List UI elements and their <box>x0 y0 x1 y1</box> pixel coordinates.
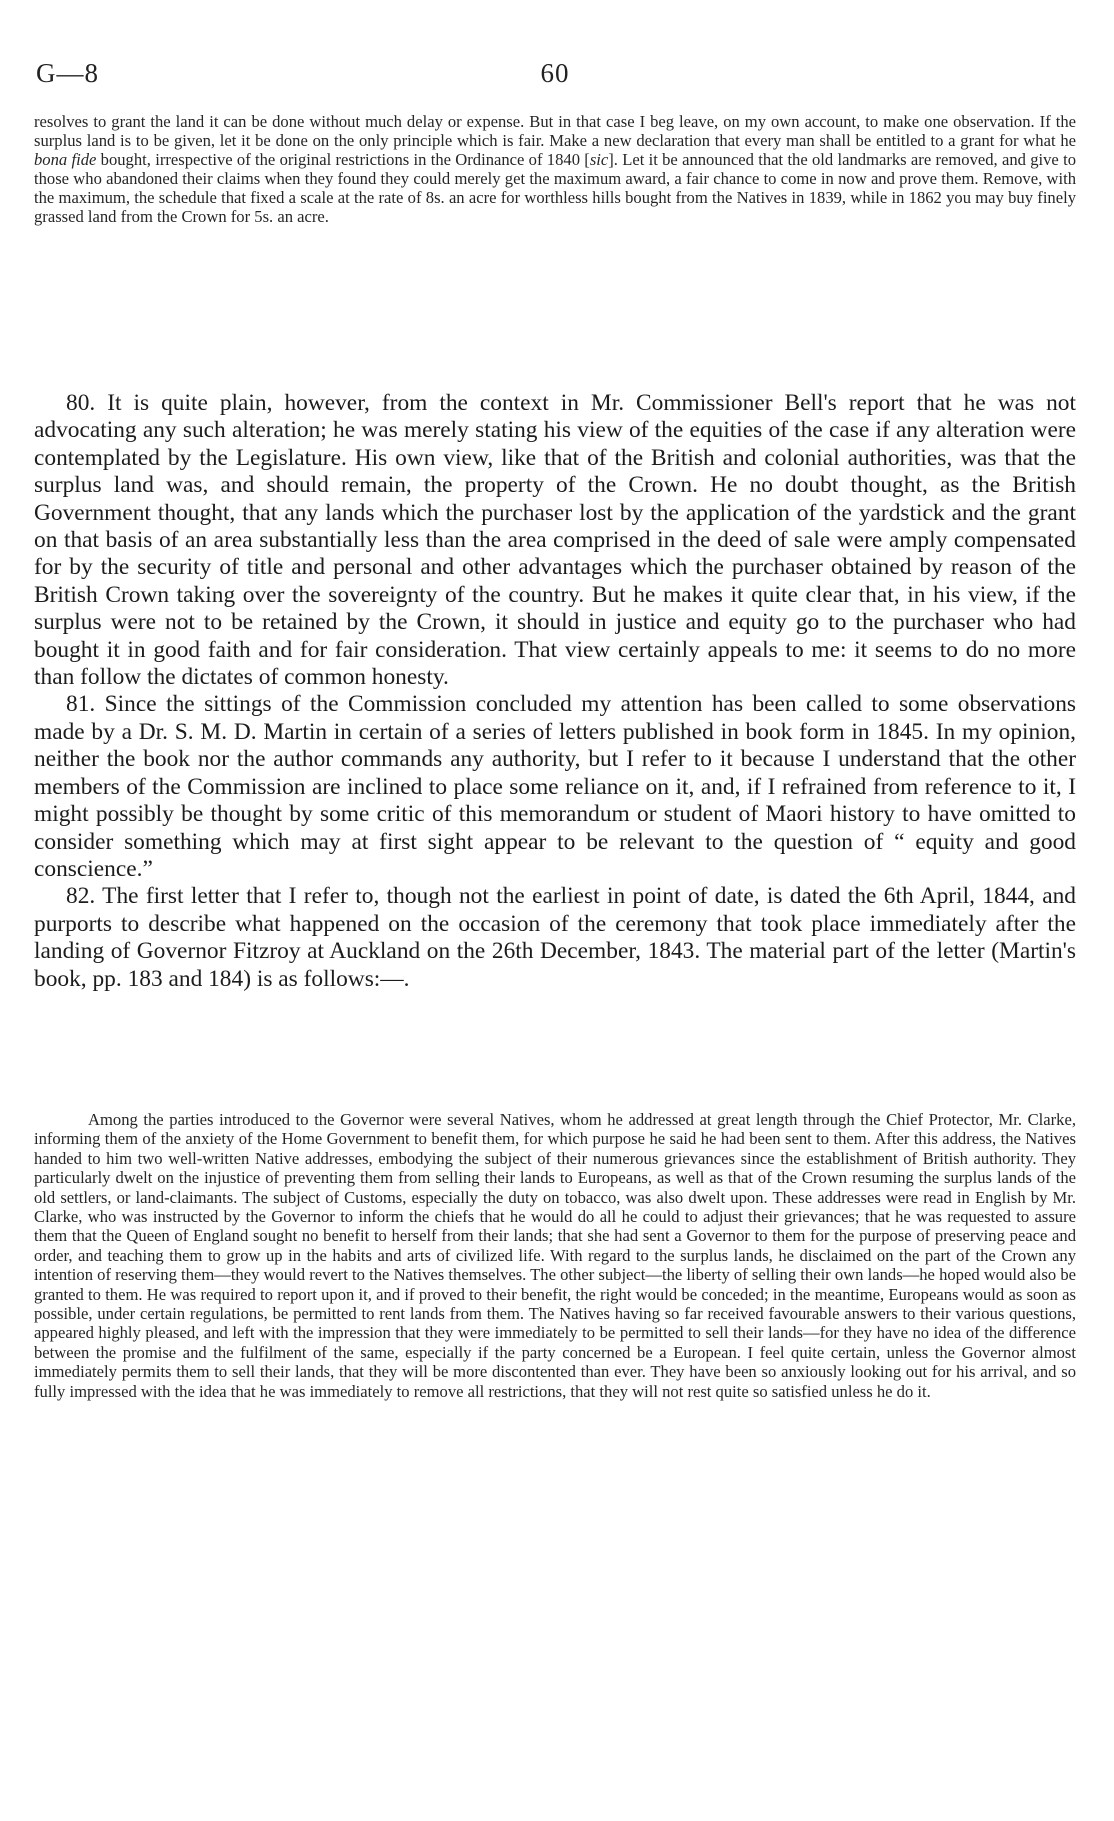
page-header <box>36 58 1074 94</box>
quote-text: bought, irrespective of the original restrictions in the Ordinance of 1840 [ <box>96 150 590 169</box>
body-text <box>34 390 1076 993</box>
quote-text: ]. Let it be announced that the old landmarks are removed, and give to those who abandoned their claims when they found they could merely get the maximum award, a fair chance to come in now and prove them. Remove, with the maximum, the schedule that fixed a scale at the rate of 8s. an acre for worthless hills bought from the Natives in 1839, while in 1862 you may buy finely grassed land from the Crown for 5s. an acre. <box>34 150 1076 226</box>
document-code: G—8 <box>36 58 99 88</box>
quote-italic-bona-fide: bona fide <box>34 150 97 169</box>
paragraph-80: 80. It is quite plain, however, from the context in Mr. Commissioner Bell's report that he was not advocating any such alteration; he was merely stating his view of the equities of the case if any alteration were contemplated by the Legislature. His own view, like that of the British and colonial authorities, was that the surplus land was, and should remain, the property of the Crown. He no doubt thought, as the British Government thought, that any lands which the purchaser lost by the application of the yardstick and the grant on that basis of an area substantially less than the area comprised in the deed of sale were amply compensated for by the security of title and personal and other advantages which the purchaser obtained by reason of the British Crown taking over the sovereignty of the country. But he makes it quite clear that, in his view, if the surplus were not to be retained by the Crown, it should in justice and equity go to the purchaser who had bought it in good faith and for fair consideration. That view certainly appeals to me: it seems to do no more than follow the dictates of common honesty. <box>34 390 1076 691</box>
quote-text: resolves to grant the land it can be done without much delay or expense. But in that case I beg leave, on my own account, to make one observation. If the surplus land is to be given, let it be done on the only principle which is fair. Make a new declaration that every man shall be entitled to a grant for what he <box>34 112 1076 150</box>
paragraph-82: 82. The first letter that I refer to, though not the earliest in point of date, is dated the 6th April, 1844, and purports to describe what happened on the occasion of the ceremony that took place immediately after the landing of Governor Fitzroy at Auckland on the 26th December, 1843. The material part of the letter (Martin's book, pp. 183 and 184) is as follows:—. <box>34 883 1076 992</box>
quoted-passage-bottom <box>34 1110 1076 1401</box>
quoted-passage-top <box>34 112 1076 226</box>
page-number: 60 <box>540 58 570 88</box>
paragraph-81: 81. Since the sittings of the Commission concluded my attention has been called to some observations made by a Dr. S. M. D. Martin in certain of a series of letters published in book form in 1845. In my opinion, neither the book nor the author commands any authority, but I refer to it because I understand that the other members of the Commission are inclined to place some reliance on it, and, if I refrained from reference to it, I might possibly be thought by some critic of this memorandum or student of Maori history to have omitted to consider something which may at first sight appear to be relevant to the question of “ equity and good conscience.” <box>34 691 1076 882</box>
quote-italic-sic: sic <box>589 150 609 169</box>
letter-quote: Among the parties introduced to the Governor were several Natives, whom he addressed at great length through the Chief Protector, Mr. Clarke, informing them of the anxiety of the Home Government to benefit them, for which purpose he said he had been sent to them. After this address, the Natives handed to him two well-written Native addresses, embodying the subject of their numerous grievances since the establishment of British authority. They particularly dwelt on the injustice of preventing them from selling their lands to Europeans, as well as that of the Crown resuming the surplus lands of the old settlers, or land-claimants. The subject of Customs, especially the duty on tobacco, was also dwelt upon. These addresses were read in English by Mr. Clarke, who was instructed by the Governor to inform the chiefs that he would do all he could to adjust their grievances; that he was requested to assure them that the Queen of England sought no benefit to herself from their lands; that she had sent a Governor to them for the purpose of preserving peace and order, and teaching them to grow up in the habits and arts of civilized life. With regard to the surplus lands, he disclaimed on the part of the Crown any intention of reserving them—they would revert to the Natives themselves. The other subject—the liberty of selling their own lands—he hoped would also be granted to them. He was required to report upon it, and if proved to their benefit, the right would be conceded; in the meantime, Europeans would as soon as possible, under certain regulations, be permitted to rent lands from them. The Natives having so far received favourable answers to their various questions, appeared highly pleased, and left with the impression that they were immediately to be permitted to sell their lands—for they have no idea of the difference between the promise and the fulfilment of the same, especially if the party concerned be a European. I feel quite certain, unless the Governor almost immediately permits them to sell their lands, that they will be more discontented than ever. They have been so anxiously looking out for his arrival, and so fully impressed with the idea that he was immediately to remove all restrictions, that they will not rest quite so satisfied unless he do it. <box>34 1110 1076 1401</box>
